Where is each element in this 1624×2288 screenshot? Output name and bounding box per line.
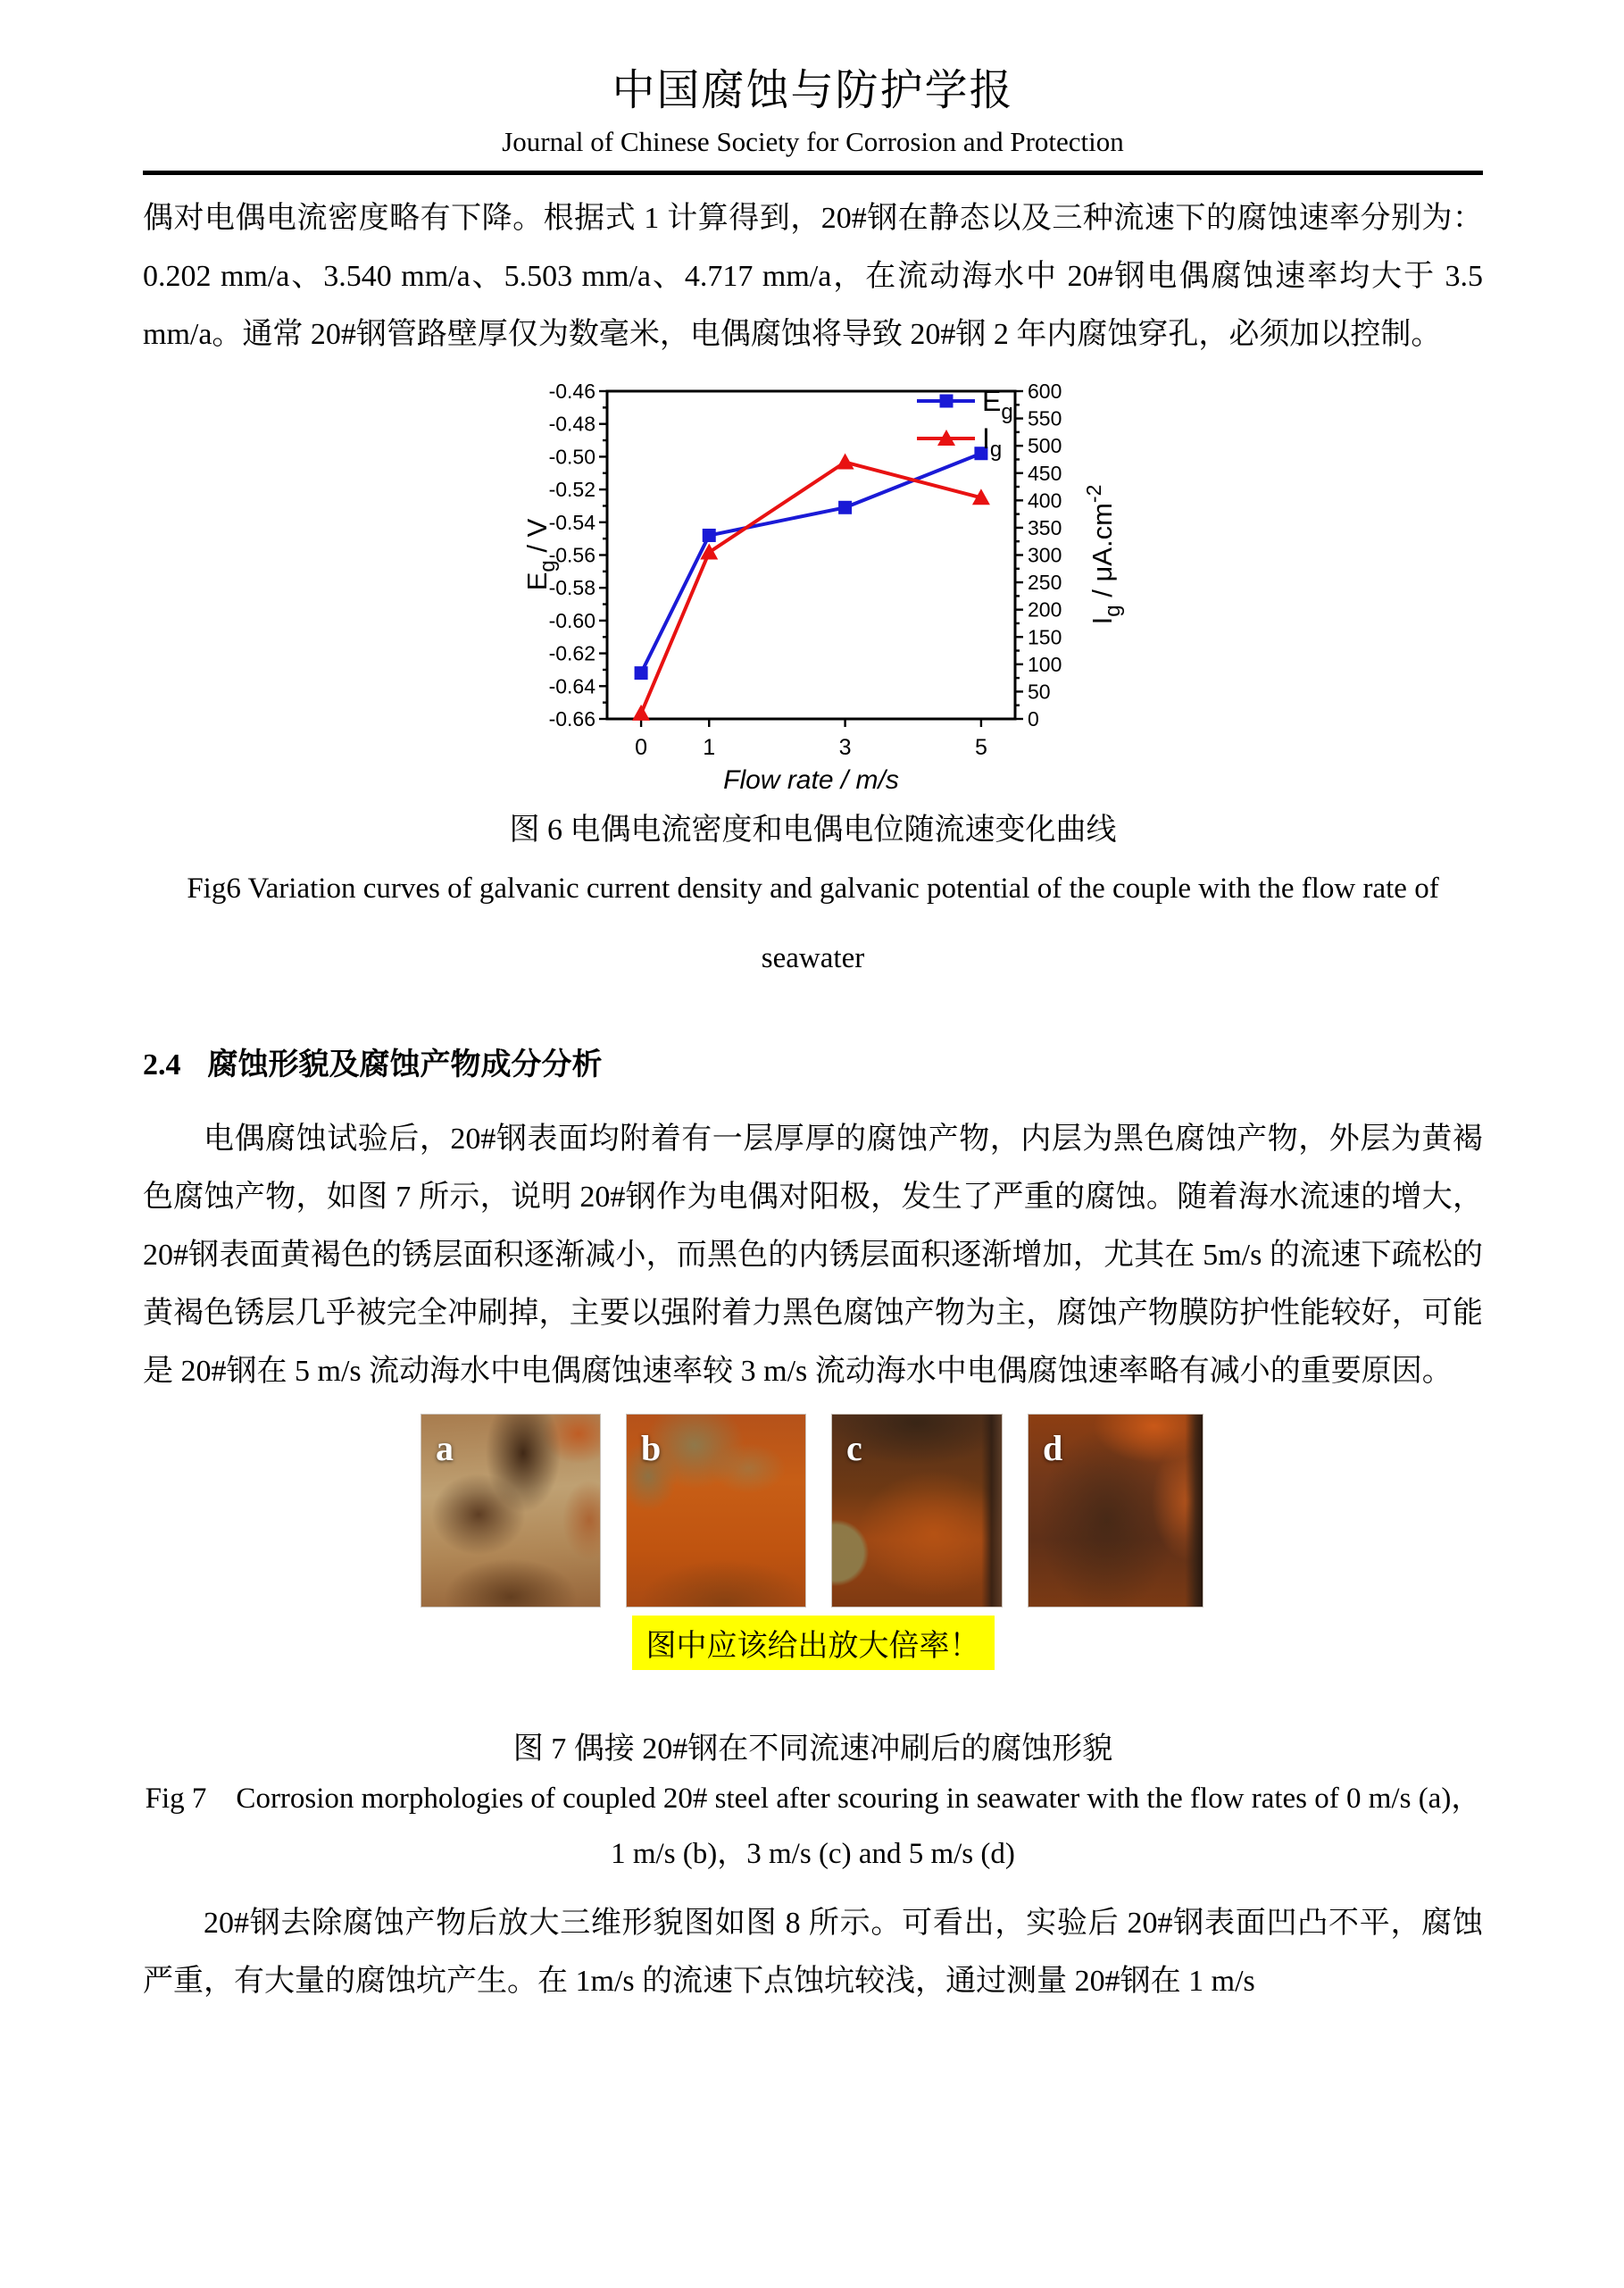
photo-panel-c [832, 1415, 1002, 1607]
header-rule [143, 171, 1483, 175]
svg-text:5: 5 [974, 735, 987, 760]
svg-text:100: 100 [1028, 652, 1062, 676]
photo-panel-b [627, 1415, 805, 1607]
svg-text:550: 550 [1028, 406, 1062, 430]
svg-text:-0.56: -0.56 [548, 543, 595, 567]
panel-label-a: a [436, 1428, 454, 1468]
panel-label-c: c [846, 1428, 862, 1468]
svg-text:300: 300 [1028, 543, 1062, 567]
svg-text:3: 3 [838, 735, 852, 760]
svg-text:0: 0 [1028, 707, 1039, 731]
svg-text:500: 500 [1028, 434, 1062, 458]
photo-panel-a [421, 1415, 600, 1607]
svg-text:Ig: $I_g$ [982, 422, 1003, 462]
svg-text:600: 600 [1028, 380, 1062, 403]
annotation-row [143, 1616, 1483, 1670]
magnification-note: 图中应该给出放大倍率！ [632, 1616, 995, 1670]
svg-text:0: 0 [635, 735, 648, 760]
svg-text:1: 1 [703, 735, 716, 760]
svg-text:Flow rate / m/s: Flow rate / m/s [723, 765, 899, 792]
svg-text:Eg / V: $E_g$ / V [521, 518, 560, 591]
svg-text:Ig / μA.cm-2: $I_g / \mu A.cm^{-2}$ [1082, 484, 1125, 625]
svg-text:50: 50 [1028, 680, 1051, 704]
svg-text:200: 200 [1028, 597, 1062, 622]
journal-title-zh: 中国腐蚀与防护学报 [612, 67, 1014, 114]
svg-text:-0.46: -0.46 [548, 380, 595, 403]
svg-text:-0.48: -0.48 [548, 412, 595, 436]
fig7-caption-en: Fig 7 Corrosion morphologies of coupled 20# steel after scouring in seawater with the flow rates of 0 m/s (a)，1 m/s (b)，3 m/s (c) and 5 m/s (d) [145, 1783, 1481, 1870]
section-heading-2-4 [143, 1040, 1483, 1083]
fig7-caption-zh: 图 7 偶接 20#钢在不同流速冲刷后的腐蚀形貌 [512, 1733, 1113, 1766]
svg-text:Eg: $E_g$ [982, 385, 1013, 424]
fig6-chart-figure [520, 372, 1198, 792]
svg-text:-0.52: -0.52 [548, 478, 595, 502]
svg-text:150: 150 [1028, 625, 1062, 649]
fig7-photos [421, 1415, 1483, 1607]
paragraph-2: 电偶腐蚀试验后，20#钢表面均附着有一层厚厚的腐蚀产物，内层为黑色腐蚀产物，外层为黄褐色腐蚀产物，如图 7 所示，说明 20#钢作为电偶对阳极，发生了严重的腐蚀。随着海水流速的增大，20#钢表面黄褐色的锈层面积逐渐减小，而黑色的内锈层面积逐渐增加，尤其在 5m/s 的流速下疏松的黄褐色锈层几乎被完全冲刷掉，主要以强附着力黑色腐蚀产物为主，腐蚀产物膜防护性能较好，可能是 20#钢在 5 m/s 流动海水中电偶腐蚀速率较 3 m/s 流动海水中电偶腐蚀速率略有减小的重要原因。 [143, 1123, 1483, 1388]
svg-text:-0.50: -0.50 [548, 445, 595, 469]
svg-text:-0.58: -0.58 [548, 576, 595, 600]
svg-text:-0.54: -0.54 [548, 510, 595, 534]
svg-text:-0.66: -0.66 [548, 707, 595, 731]
fig6-chart [520, 372, 1198, 792]
svg-text:-0.62: -0.62 [548, 641, 595, 665]
panel-label-d: d [1043, 1428, 1063, 1468]
svg-text:-0.60: -0.60 [548, 608, 595, 632]
paragraph-3: 20#钢去除腐蚀产物后放大三维形貌图如图 8 所示。可看出，实验后 20#钢表面凹凸不平，腐蚀严重，有大量的腐蚀坑产生。在 1m/s 的流速下点蚀坑较浅，通过测量 20#钢在 1 m/s [143, 1907, 1483, 1998]
svg-text:450: 450 [1028, 461, 1062, 485]
paragraph-1: 偶对电偶电流密度略有下降。根据式 1 计算得到，20#钢在静态以及三种流速下的腐蚀速率分别为：0.202 mm/a、3.540 mm/a、5.503 mm/a、4.717 mm/a，在流动海水中 20#钢电偶腐蚀速率均大于 3.5 mm/a。通常 20#钢管路壁厚仅为数毫米，电偶腐蚀将导致 20#钢 2 年内腐蚀穿孔，必须加以控制。 [143, 202, 1483, 351]
journal-title-en: Journal of Chinese Society for Corrosion and Protection [502, 126, 1124, 157]
section-title: 腐蚀形貌及腐蚀产物成分分析 [207, 1048, 603, 1081]
svg-text:350: 350 [1028, 515, 1062, 539]
svg-text:400: 400 [1028, 488, 1062, 513]
section-number: 2.4 [143, 1048, 181, 1081]
fig6-caption-en: Fig6 Variation curves of galvanic current density and galvanic potential of the couple with the flow rate of seawater [187, 873, 1439, 974]
svg-text:-0.64: -0.64 [548, 674, 595, 698]
fig6-caption-zh: 图 6 电偶电流密度和电偶电位随流速变化曲线 [509, 814, 1117, 847]
panel-label-b: b [641, 1428, 662, 1468]
svg-text:250: 250 [1028, 571, 1062, 595]
photo-panel-d [1029, 1415, 1203, 1607]
